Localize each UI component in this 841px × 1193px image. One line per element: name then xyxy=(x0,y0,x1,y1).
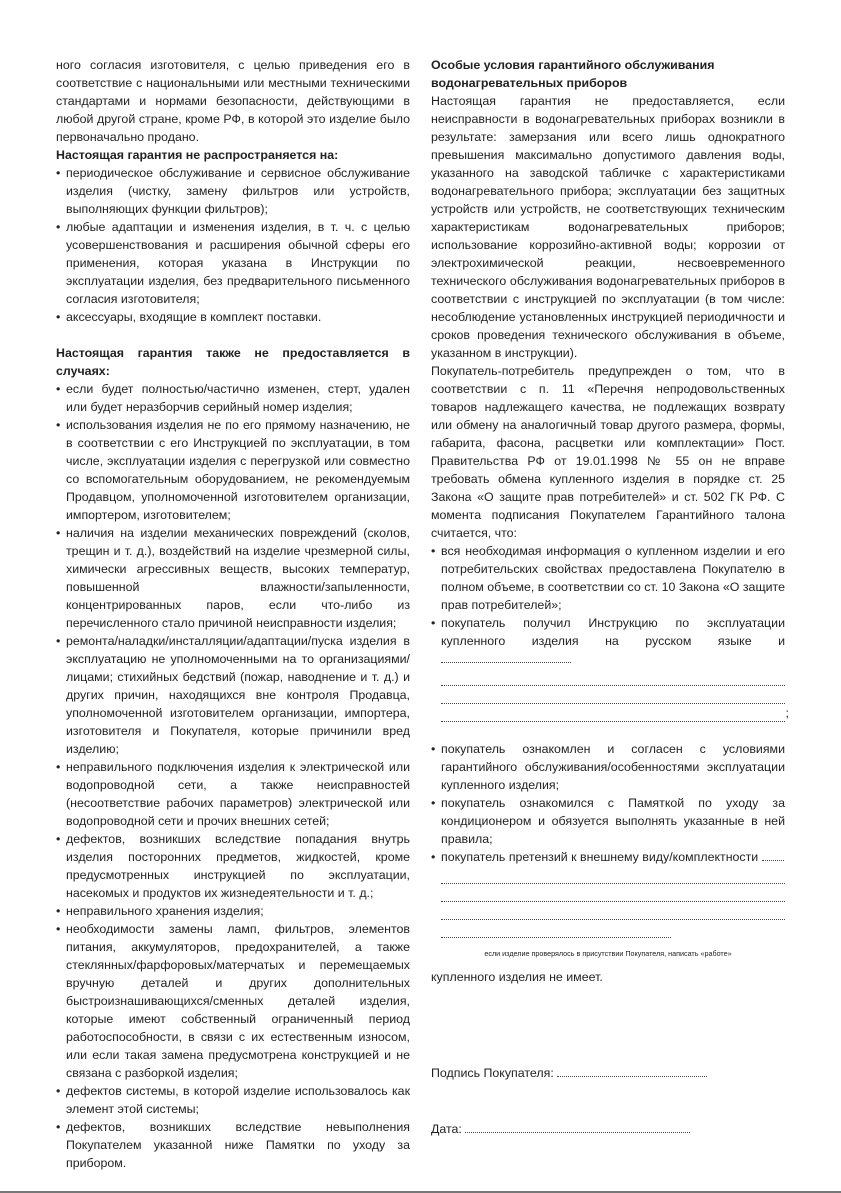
list-item: • неправильного хранения изделия; xyxy=(56,902,410,920)
list-item: • дефектов системы, в которой изделие использовалось как элемент этой системы; xyxy=(56,1082,410,1118)
heading-not-provided: Настоящая гарантия также не предоставляется в случаях: xyxy=(56,346,410,378)
water-heaters-paragraph: Настоящая гарантия не предоставляется, если неисправности в водонагревательных приборах возникли в результате: замерзания или всего лишь однократного превышения максимально допустимого давления воды, указанного на заводской табличке с характеристиками водонагревательного прибора; эксплуатации без защитных устройств или устройств, не соответствующих техническим характеристикам водонагревательных приборов; использование коррозийно-активной воды; коррозии от электрохимической реакции, несвоевременного технического обслуживания водонагревательных приборов в соответствии с инструкцией по эксплуатации (в том числе: несоблюдение установленных инструкцией периодичности и сроков проведения технического обслуживания в объеме, указанном в инструкции). xyxy=(431,94,785,360)
list-item: • необходимости замены ламп, фильтров, элементов питания, аккумуляторов, предохранителей, а также стеклянных/фарфоровых/матерчатых и перемещаемых вручную деталей и других дополнительных быстроизнашивающихся/сменных деталей изделия, которые имеют собственный ограниченный период работоспособности, в связи с их естественным износом, или если такая замена предусмотрена конструкцией и не связана с разборкой изделия; xyxy=(56,920,410,1082)
fill-in-note: если изделие проверялось в присутствии Покупателя, написать «работе» xyxy=(484,949,732,958)
date-row xyxy=(431,1120,785,1138)
signature-label: Подпись Покупателя: xyxy=(431,1066,554,1080)
list-item: • периодическое обслуживание и сервисное обслуживание изделия (чистку, замену фильтров или устройств, выполняющих функции фильтров); xyxy=(56,164,410,218)
heading-not-covered: Настоящая гарантия не распространяется на: xyxy=(56,148,339,162)
list-item: • вся необходимая информация о купленном изделии и его потребительских свойствах предоставлена Покупателю в полном объеме, в соответствии со ст. 10 Закона «О защите прав потребителей»; xyxy=(431,542,785,614)
list-item-text: покупатель получил Инструкцию по эксплуатации купленного изделия на русском языке и xyxy=(441,616,785,648)
signature-line[interactable] xyxy=(557,1066,707,1077)
left-column xyxy=(56,56,410,1172)
date-label: Дата: xyxy=(431,1122,462,1136)
semicolon: ; xyxy=(785,706,789,720)
fill-in-line[interactable] xyxy=(441,866,785,884)
consent-list-2 xyxy=(431,740,785,866)
list-item: • ремонта/наладки/инсталляции/адаптации/пуска изделия в эксплуатацию не уполномоченными на то организациями/лицами; стихийных бедствий (пожар, наводнение и т. д.) и других причин, находящихся вне контроля Продавца, уполномоченной изготовителем организации, импортера, изготовителя и Покупателя, которые причинили вред изделию; xyxy=(56,632,410,758)
fill-in-line[interactable] xyxy=(441,920,671,938)
fill-in-line[interactable] xyxy=(441,704,789,722)
list-item: • дефектов, возникших вследствие невыполнения Покупателем указанной ниже Памятки по уходу за прибором. xyxy=(56,1118,410,1172)
fill-in-line[interactable] xyxy=(441,652,571,663)
consumer-notice-paragraph: Покупатель-потребитель предупрежден о том, что в соответствии с п. 11 «Перечня непродовольственных товаров надлежащего качества, не подлежащих возврату или обмену на аналогичный товар другого размера, формы, габарита, фасона, расцветки или комплектации» Пост. Правительства РФ от 19.01.1998 № 55 он не вправе требовать обмена купленного изделия в порядке ст. 25 Закона «О защите прав потребителей» и ст. 502 ГК РФ. С момента подписания Покупателем Гарантийного талона считается, что: xyxy=(431,364,785,540)
list-item: • дефектов, возникших вследствие попадания внутрь изделия посторонних предметов, жидкостей, кроме предусмотренных инструкцией по эксплуатации, насекомых и продуктов их жизнедеятельности и т. д.; xyxy=(56,830,410,902)
list-item: • покупатель ознакомился с Памяткой по уходу за кондиционером и обязуется выполнять указанные в ней правила; xyxy=(431,794,785,848)
list-item xyxy=(431,848,785,866)
after-note-text: купленного изделия не имеет. xyxy=(431,970,603,984)
intro-paragraph: ного согласия изготовителя, с целью приведения его в соответствие с национальными или местными техническими стандартами и нормами безопасности, действующими в любой другой стране, кроме РФ, в которой это изделие было первоначально продано. xyxy=(56,58,410,144)
list-item: • если будет полностью/частично изменен, стерт, удален или будет неразборчив серийный номер изделия; xyxy=(56,380,410,416)
consent-list xyxy=(431,542,785,668)
fill-in-line[interactable] xyxy=(441,884,785,902)
list-item: • использования изделия не по его прямому назначению, не в соответствии с его Инструкцией по эксплуатации, в том числе, эксплуатации изделия с перегрузкой или совместно со вспомогательным оборудованием, не рекомендуемым Продавцом, уполномоченной изготовителем организации, импортером, изготовителем; xyxy=(56,416,410,524)
list-item xyxy=(431,614,785,668)
date-line[interactable] xyxy=(465,1122,690,1133)
list-item: • покупатель ознакомлен и согласен с условиями гарантийного обслуживания/особенностями эксплуатации купленного изделия; xyxy=(431,740,785,794)
not-provided-list xyxy=(56,380,410,1172)
list-item: • любые адаптации и изменения изделия, в т. ч. с целью усовершенствования и расширения обычной сферы его применения, которая указана в Инструкции по эксплуатации изделия, без предварительного письменного согласия изготовителя; xyxy=(56,218,410,308)
fill-in-line[interactable] xyxy=(441,902,785,920)
heading-water-heaters: Особые условия гарантийного обслуживания водонагревательных приборов xyxy=(431,58,715,90)
fill-in-line[interactable] xyxy=(762,850,784,861)
list-item: • наличия на изделии механических повреждений (сколов, трещин и т. д.), воздействий на изделие чрезмерной силы, химически агрессивных веществ, высоких температур, повышенной влажности/запыленности, концентрированных паров, если что-либо из перечисленного стало причиной неисправности изделия; xyxy=(56,524,410,632)
fill-in-line[interactable] xyxy=(441,686,785,704)
list-item: • аксессуары, входящие в комплект поставки. xyxy=(56,308,410,326)
right-column xyxy=(431,56,789,1138)
list-item: • неправильного подключения изделия к электрической или водопроводной сети, а также неисправностей (несоответствие рабочих параметров) электрической или водопроводной сети и прочих внешних сетей; xyxy=(56,758,410,830)
fill-in-line[interactable] xyxy=(441,668,785,686)
list-item-text: покупатель претензий к внешнему виду/комплектности xyxy=(441,850,759,864)
signature-row xyxy=(431,1064,785,1082)
not-covered-list xyxy=(56,164,410,326)
